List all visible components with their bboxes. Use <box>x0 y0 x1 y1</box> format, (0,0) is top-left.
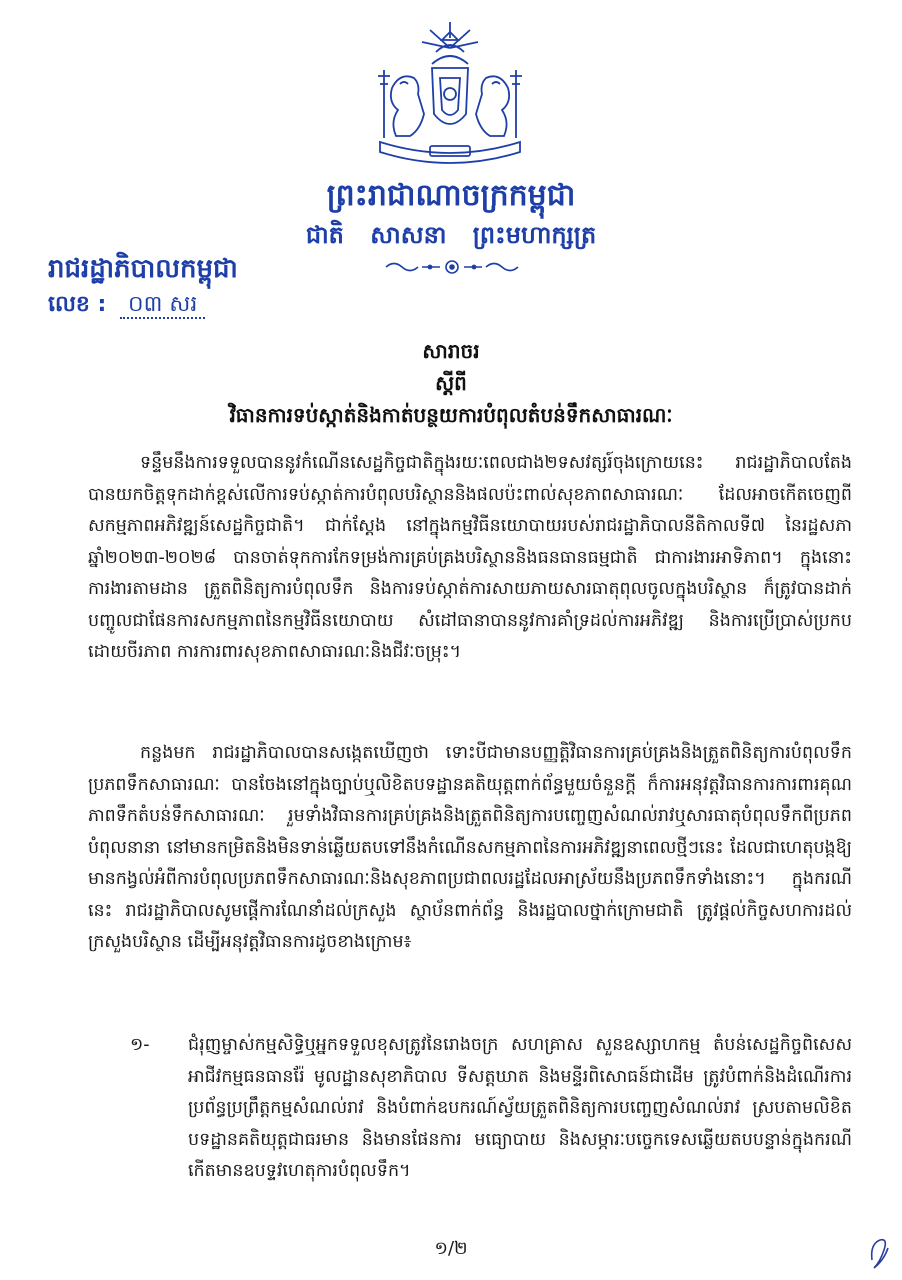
body-paragraph-1: ទន្ទឹមនឹងការទទួលបាននូវកំណើនសេដ្ឋកិច្ចជាតិក្នុងរយៈពេលជាង២ទសវត្សរ៍ចុងក្រោយនេះ រាជរដ្ឋាភិបាលតែងបានយកចិត្តទុកដាក់ខ្ពស់លើការទប់ស្កាត់ការបំពុលបរិស្ថាននិងផលប៉ះពាល់សុខភាពសាធារណៈ ដែលអាចកើតចេញពីសកម្មភាពអភិវឌ្ឍន៍សេដ្ឋកិច្ចជាតិ។ ជាក់ស្តែង នៅក្នុងកម្មវិធីនយោបាយរបស់រាជរដ្ឋាភិបាលនីតិកាលទី៧ នៃរដ្ឋសភា ឆ្នាំ២០២៣-២០២៨ បានចាត់ទុកការកែទម្រង់ការគ្រប់គ្រងបរិស្ថាននិងធនធានធម្មជាតិ ជាការងារអាទិភាព។ ក្នុងនោះ ការងារតាមដាន ត្រួតពិនិត្យការបំពុលទឹក និងការទប់ស្កាត់ការសាយភាយសារធាតុពុលចូលក្នុងបរិស្ថាន ក៏ត្រូវបានដាក់បញ្ចូលជាផែនការសកម្មភាពនៃកម្មវិធីនយោបាយ សំដៅធានាបាននូវការគាំទ្រដល់ការអភិវឌ្ឍ និងការប្រើប្រាស់ប្រកបដោយចីរភាព ការការពារសុខភាពសាធារណៈនិងជីវៈចម្រុះ។ <box>88 453 852 662</box>
title-subject-label: ស្តីពី <box>435 371 467 395</box>
page-number: ១/២ <box>434 1238 468 1259</box>
ornament-divider-icon <box>382 258 522 276</box>
list-item <box>130 1030 852 1188</box>
document-type-title: សារាចរ <box>422 339 480 363</box>
list-item-number: ១- <box>130 1035 150 1055</box>
list-item-text: ជំរុញម្ចាស់កម្មសិទ្ធិឬអ្នកទទួលខុសត្រូវនៃរោងចក្រ សហគ្រាស សួនឧស្សាហកម្ម តំបន់សេដ្ឋកិច្ចពិសេស អាជីវកម្មធនធានរ៉ែ មូលដ្ឋានសុខាភិបាល ទីសត្តឃាត និងមន្ទីរពិសោធន៍ជាដើម ត្រូវបំពាក់និងដំណើរការប្រព័ន្ធប្រព្រឹត្តកម្មសំណល់រាវ និងបំពាក់ឧបករណ៍ស្វ័យត្រួតពិនិត្យការបញ្ចេញសំណល់រាវ ស្របតាមលិខិតបទដ្ឋានគតិយុត្តជាធរមាន និងមានផែនការ មធ្យោបាយ និងសម្ភារៈបច្ចេកទេសឆ្លើយតបបន្ទាន់ក្នុងករណីកើតមានឧបទ្ទវហេតុការបំពុលទឹក។ <box>188 1035 852 1181</box>
document-subject: វិធានការទប់ស្កាត់និងកាត់បន្ថយការបំពុលតំបន់ទឹកសាធារណៈ <box>229 403 673 427</box>
document-number-value: ០៣ សរ <box>120 292 205 319</box>
document-number <box>48 290 205 322</box>
royal-emblem-icon <box>370 18 530 168</box>
initial-signature-icon <box>866 1230 892 1274</box>
national-motto: ជាតិ សាសនា ព្រះមហាក្សត្រ <box>305 221 597 249</box>
kingdom-heading: ព្រះរាជាណាចក្រកម្ពុជា <box>326 178 576 213</box>
document-number-label: លេខ : <box>48 292 107 317</box>
issuing-authority: រាជរដ្ឋាភិបាលកម្ពុជា <box>48 254 238 284</box>
body-paragraph-2: កន្លងមក រាជរដ្ឋាភិបាលបានសង្កេតឃើញថា ទោះបីជាមានបញ្ញត្តិវិធានការគ្រប់គ្រងនិងត្រួតពិនិត្យការបំពុលទឹក ប្រភពទឹកសាធារណៈ បានចែងនៅក្នុងច្បាប់ឬលិខិតបទដ្ឋានគតិយុត្តពាក់ព័ន្ធមួយចំនួនក្តី ក៏ការអនុវត្តវិធានការការពារគុណភាពទឹកតំបន់ទឹកសាធារណៈ រួមទាំងវិធានការគ្រប់គ្រងនិងត្រួតពិនិត្យការបញ្ចេញសំណល់រាវឬសារធាតុបំពុលទឹកពីប្រភពបំពុលនានា នៅមានកម្រិតនិងមិនទាន់ឆ្លើយតបទៅនឹងកំណើនសកម្មភាពនៃការអភិវឌ្ឍនាពេលថ្មីៗនេះ ដែលជាហេតុបង្កឱ្យមានកង្វល់អំពីការបំពុលប្រភពទឹកសាធារណៈនិងសុខភាពប្រជាពលរដ្ឋដែលអាស្រ័យនឹងប្រភពទឹកទាំងនោះ។ ក្នុងករណីនេះ រាជរដ្ឋាភិបាលសូមផ្តើការណែនាំដល់ក្រសួង ស្ថាប័នពាក់ព័ន្ធ និងរដ្ឋបាលថ្នាក់ក្រោមជាតិ ត្រូវផ្តល់កិច្ចសហការដល់ក្រសួងបរិស្ថាន ដើម្បីអនុវត្តវិធានការដូចខាងក្រោម៖ <box>88 743 852 952</box>
